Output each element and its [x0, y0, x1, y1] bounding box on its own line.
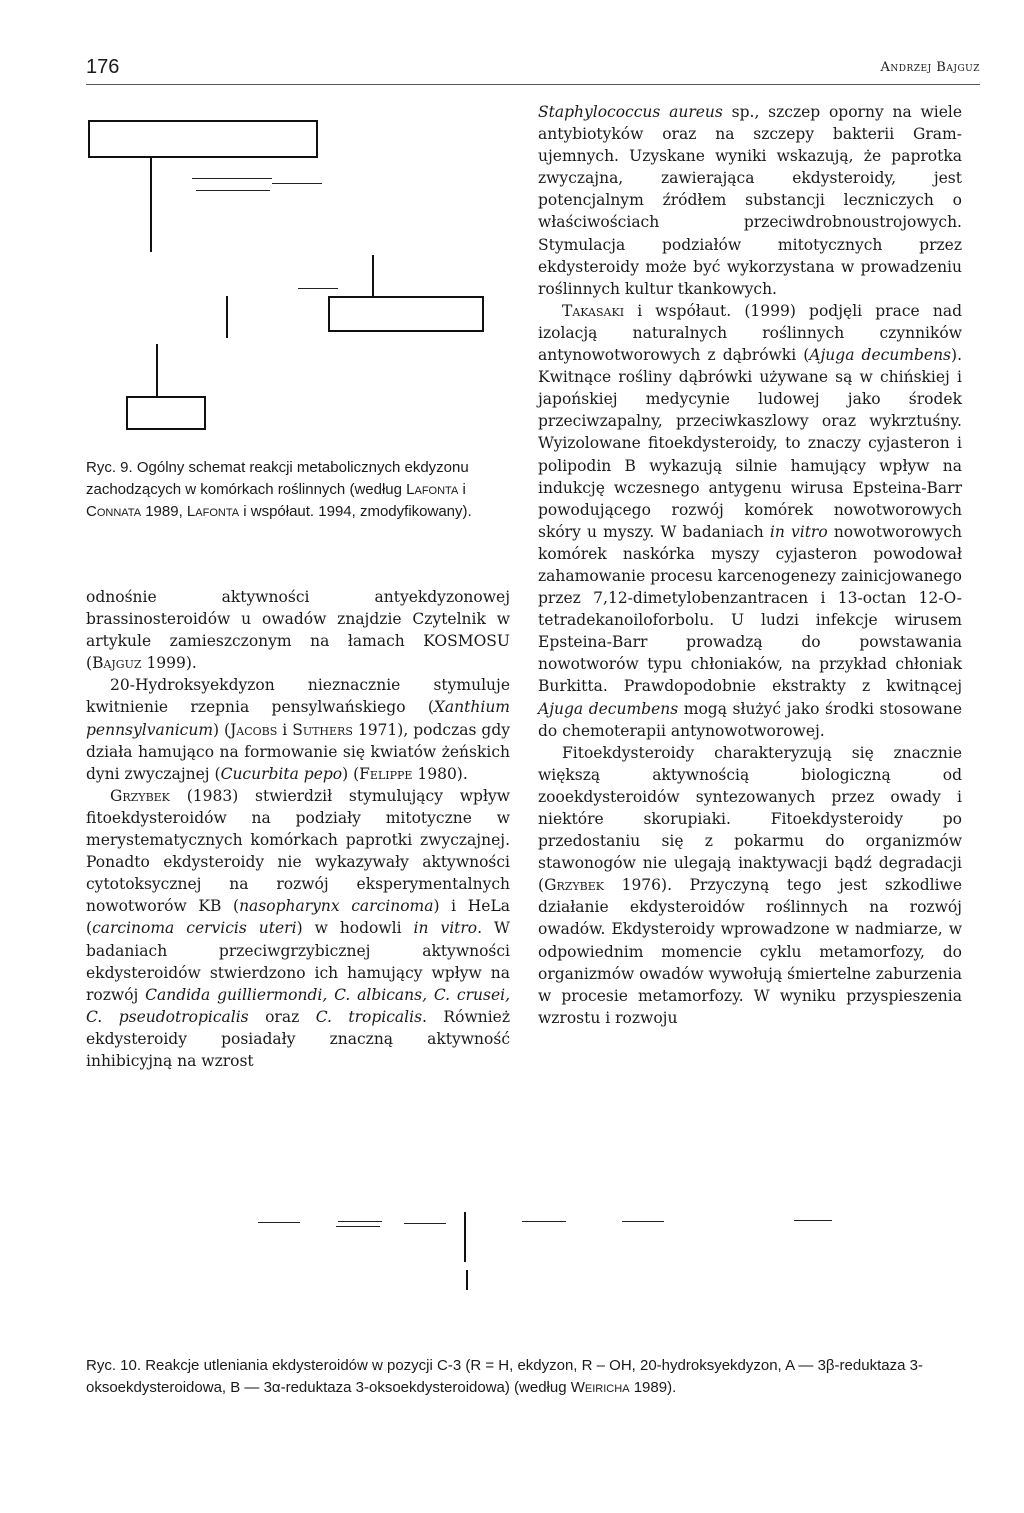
text: (1983) stwierdził stymulujący wpływ fitoekdysteroidów na podziały mitotyczne w merystematycznych komórkach paprotki zwyczajnej. Ponadto ekdysteroidy nie wykazywały aktywności cytotoksycznej na rozwój eksperymentalnych nowotworów KB ( [86, 786, 510, 916]
running-author: Andrzej Bajguz [880, 60, 980, 75]
text: 1971), podczas gdy działa hamująco na formowanie się kwiatów żeńskich dyni zwyczajnej ( [86, 720, 510, 783]
fig10-caption-label: Ryc. 10. [86, 1357, 142, 1374]
citation: Grzybek [110, 786, 170, 805]
species-name: C. tropicalis [315, 1007, 423, 1026]
fig9-caption-text: Ogólny schemat reakcji metabolicznych ekdyzonu zachodzących w komórkach roślinnych (według [86, 459, 469, 499]
italic-term: in vitro [413, 919, 478, 938]
paragraph [86, 785, 510, 1072]
text: i [277, 720, 293, 739]
fig10-bond [338, 1221, 382, 1222]
citation: Suthers [292, 720, 353, 739]
running-header [86, 56, 980, 85]
fig10-bond [404, 1223, 446, 1224]
caption-text-fragment: 1989). [629, 1379, 677, 1397]
fig10-caption [86, 1355, 974, 1399]
citation: Lafonta [406, 481, 459, 499]
caption-text-fragment: i [458, 481, 466, 499]
fig9-caption [86, 457, 504, 523]
fig9-box-bottom [126, 396, 206, 430]
fig9-connector [156, 344, 158, 396]
text: sp., szczep oporny na wiele antybiotyków oraz na szczepy bakterii Gram-ujemnych. Uzyskane wyniki wskazują, że paprotka zwyczajna, zawierająca ekdysteroidy, jest potencjalnym źródłem substancji leczniczych o właściwościach przeciwdrobnoustrojowych. Stymulacja podziałów mitotycznych przez ekdysteroidy może być wykorzystana w prowadzeniu roślinnych kultur tkankowych. [538, 103, 962, 298]
text: ) w hodowli [296, 919, 414, 938]
species-name: Candida guilliermondi, C. albicans, C. crusei, C. pseudotropicalis [86, 985, 510, 1026]
text: ). Kwitnące rośliny dąbrówki używane są w chińskiej i japońskiej medycynie ludowej jako środek przeciwzapalny, przeciwkaszlowy oraz wykrztuśny. Wyizolowane fitoekdysteroidy, to znaczy cyjasteron i polipodin B wykazują silnie hamujący wpływ na indukcję wczesnego antygenu wirusa Epsteina-Barr powodującego rozwój komórek nowotworowych skóry u myszy. W badaniach [538, 346, 962, 541]
left-column [86, 586, 510, 1072]
italic-term: nasopharynx carcinoma [239, 897, 434, 916]
text: ) ( [213, 720, 231, 739]
fig10-bond [794, 1220, 832, 1221]
fig10-bond [336, 1226, 380, 1227]
text: 1976). Przyczyną tego jest szkodliwe działanie ekdysteroidów roślinnych na rozwój owadów. Ekdysteroidy wprowadzone w nadmiarze, w odpowiednim momencie cyklu metamorfozy, do organizmów owadów wywołują śmiertelne zaburzenia w procesie metamorfozy. W wyniku przyspieszenia wzrostu i rozwoju [538, 876, 963, 1027]
text: ) i HeLa ( [86, 897, 510, 938]
caption-text-fragment: 1989, [141, 503, 187, 521]
fig10-bond [258, 1222, 300, 1223]
fig9-connector [372, 255, 374, 297]
species-name: Ajuga decumbens [538, 699, 679, 718]
citation: Lafonta [186, 503, 240, 521]
fig9-connector [272, 183, 322, 184]
caption-text-fragment: i współaut. 1994, zmodyfikowany). [239, 503, 472, 521]
species-name: Staphylococcus aureus [538, 103, 723, 121]
species-name: Cucurbita pepo [220, 764, 343, 783]
citation: Jacobs [230, 720, 278, 739]
text: ) ( [342, 764, 360, 783]
fig9-connector [226, 296, 228, 338]
text: nowotworowych komórek naskórka myszy cyjasteron powodował zahamowanie procesu karcenogenezy zainicjowanego przez 7,12-dimetylobenzantracen i 13-octan 12-O-tetradekanoiloforbolu. U ludzi infekcje wirusem Epsteina-Barr prowadzą do powstawania nowotworów typu chłoniaków, na przykład chłoniak Burkitta. Prawdopodobnie ekstrakty z kwitnącej [538, 522, 962, 696]
text: mogą służyć jako środki stosowane do chemoterapii antynowotworowej. [538, 699, 962, 740]
paragraph [86, 674, 510, 784]
fig9-box-top [88, 120, 318, 158]
italic-term: carcinoma cervicis uteri [92, 919, 297, 938]
fig9-caption-label: Ryc. 9. [86, 459, 133, 476]
text: Fitoekdysteroidy charakteryzują się znacznie większą aktywnością biologiczną od zooekdysteroidów syntezowanych przez owady i niektóre skorupiaki. Fitoekdysteroidy po przedostaniu się z pokarmu do organizmów stawonogów nie ulegają inaktywacji bądź degradacji ( [538, 743, 962, 895]
fig9-box-right [328, 296, 484, 332]
citation: Bajguz [92, 654, 142, 673]
paragraph [86, 586, 510, 674]
paragraph [538, 101, 962, 300]
fig9-connector [298, 288, 338, 289]
citation: Connata [86, 503, 142, 521]
fig9-connector [192, 178, 272, 179]
fig10-bond [466, 1270, 468, 1290]
fig9-connector [150, 156, 152, 252]
species-name: Xanthium pennsylvanicum [86, 698, 510, 739]
text: i współaut. (1999) podjęli prace nad izolacją naturalnych roślinnych czynników antynowotworowych z dąbrówki ( [538, 301, 962, 365]
text: . Również ekdysteroidy posiadały znaczną aktywność inhibicyjną na wzrost [86, 1007, 510, 1070]
fig10-caption-text: Reakcje utleniania ekdysteroidów w pozycji C-3 (R = H, ekdyzon, R – OH, 20-hydroksyekdyzon, A — 3β-reduktaza 3-oksoekdysteroidowa, B — 3α-reduktaza 3-oksoekdysteroidowa) (według [86, 1357, 923, 1397]
fig10-bond [522, 1221, 566, 1222]
species-name: Ajuga decumbens [809, 346, 952, 365]
page-number: 176 [86, 56, 120, 78]
italic-term: in vitro [769, 522, 828, 541]
citation: Takasaki [562, 301, 625, 320]
text: 1980). [412, 764, 468, 783]
paragraph [538, 300, 962, 742]
text: odnośnie aktywności antyekdyzonowej brassinosteroidów u owadów znajdzie Czytelnik w artykule zamieszczonym na łamach KOSMOSU ( [86, 588, 510, 673]
citation: Weiricha [570, 1379, 630, 1397]
fig9-connector [196, 190, 270, 191]
text: . W badaniach przeciwgrzybicznej aktywności ekdysteroidów stwierdzono ich hamujący wpływ na rozwój [86, 919, 510, 1004]
citation: Felippe [359, 764, 413, 783]
text: oraz [248, 1007, 316, 1026]
paragraph [538, 742, 962, 1029]
text: 20-Hydroksyekdyzon nieznacznie stymuluje kwitnienie rzepnia pensylwańskiego ( [86, 676, 510, 717]
fig10-bond [622, 1221, 664, 1222]
text: 1999). [141, 654, 197, 673]
right-column [538, 101, 962, 1029]
fig10-bond [464, 1212, 466, 1262]
citation: Grzybek [544, 876, 604, 895]
